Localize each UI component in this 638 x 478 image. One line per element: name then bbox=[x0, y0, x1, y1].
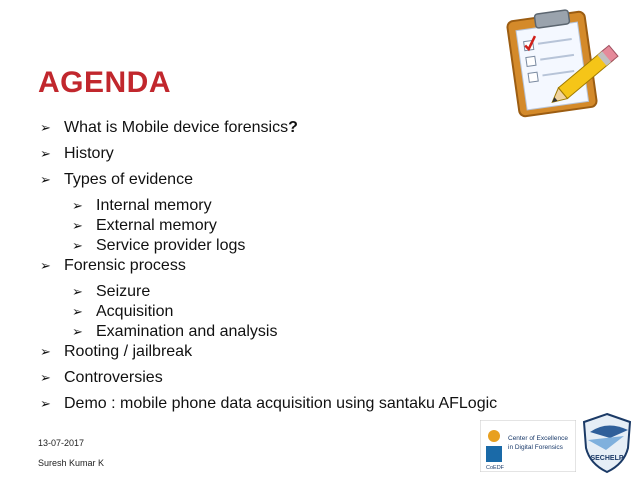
bullet-arrow-icon: ➢ bbox=[40, 120, 51, 135]
coe-short: CoEDF bbox=[486, 465, 505, 471]
list-item: ➢ Controversies bbox=[40, 369, 163, 386]
bullet-arrow-icon: ➢ bbox=[40, 172, 51, 187]
coe-line1: Center of Excellence bbox=[508, 435, 568, 442]
list-item: ➢ External memory bbox=[72, 217, 217, 234]
bullet-arrow-icon: ➢ bbox=[72, 218, 83, 233]
coe-line2: in Digital Forensics bbox=[508, 444, 563, 451]
bullet-arrow-icon: ➢ bbox=[40, 258, 51, 273]
list-item: ➢ Examination and analysis bbox=[72, 323, 278, 340]
bullet-arrow-icon: ➢ bbox=[40, 344, 51, 359]
sechelp-logo bbox=[580, 410, 634, 474]
agenda-list bbox=[40, 118, 540, 414]
list-item: ➢ Acquisition bbox=[72, 303, 174, 320]
bullet-arrow-icon: ➢ bbox=[72, 284, 83, 299]
clipboard-icon bbox=[495, 6, 625, 118]
sechelp-text: SECHELP bbox=[590, 455, 624, 462]
bullet-arrow-icon: ➢ bbox=[40, 396, 51, 411]
list-item: ➢ Service provider logs bbox=[72, 237, 246, 254]
bullet-arrow-icon: ➢ bbox=[72, 238, 83, 253]
bullet-arrow-icon: ➢ bbox=[40, 370, 51, 385]
list-item: ➢ Seizure bbox=[72, 283, 151, 300]
bullet-arrow-icon: ➢ bbox=[72, 304, 83, 319]
list-item: ➢ Forensic process bbox=[40, 257, 186, 274]
bullet-arrow-icon: ➢ bbox=[72, 324, 83, 339]
list-item: ➢ Types of evidence bbox=[40, 171, 193, 188]
list-item: ➢ Rooting / jailbreak bbox=[40, 343, 193, 360]
list-item: ➢ History bbox=[40, 145, 114, 162]
bullet-arrow-icon: ➢ bbox=[40, 146, 51, 161]
slide-author: Suresh Kumar K bbox=[38, 458, 105, 468]
coedf-logo bbox=[480, 420, 576, 472]
bullet-arrow-icon: ➢ bbox=[72, 198, 83, 213]
slide-date: 13-07-2017 bbox=[38, 438, 85, 448]
list-item: ➢ Internal memory bbox=[72, 197, 212, 214]
slide-title: AGENDA bbox=[38, 66, 172, 99]
list-item: ➢ Demo : mobile phone data acquisition using santaku AFLogic bbox=[40, 395, 498, 412]
list-item: ➢ What is Mobile device forensics? bbox=[40, 119, 298, 136]
